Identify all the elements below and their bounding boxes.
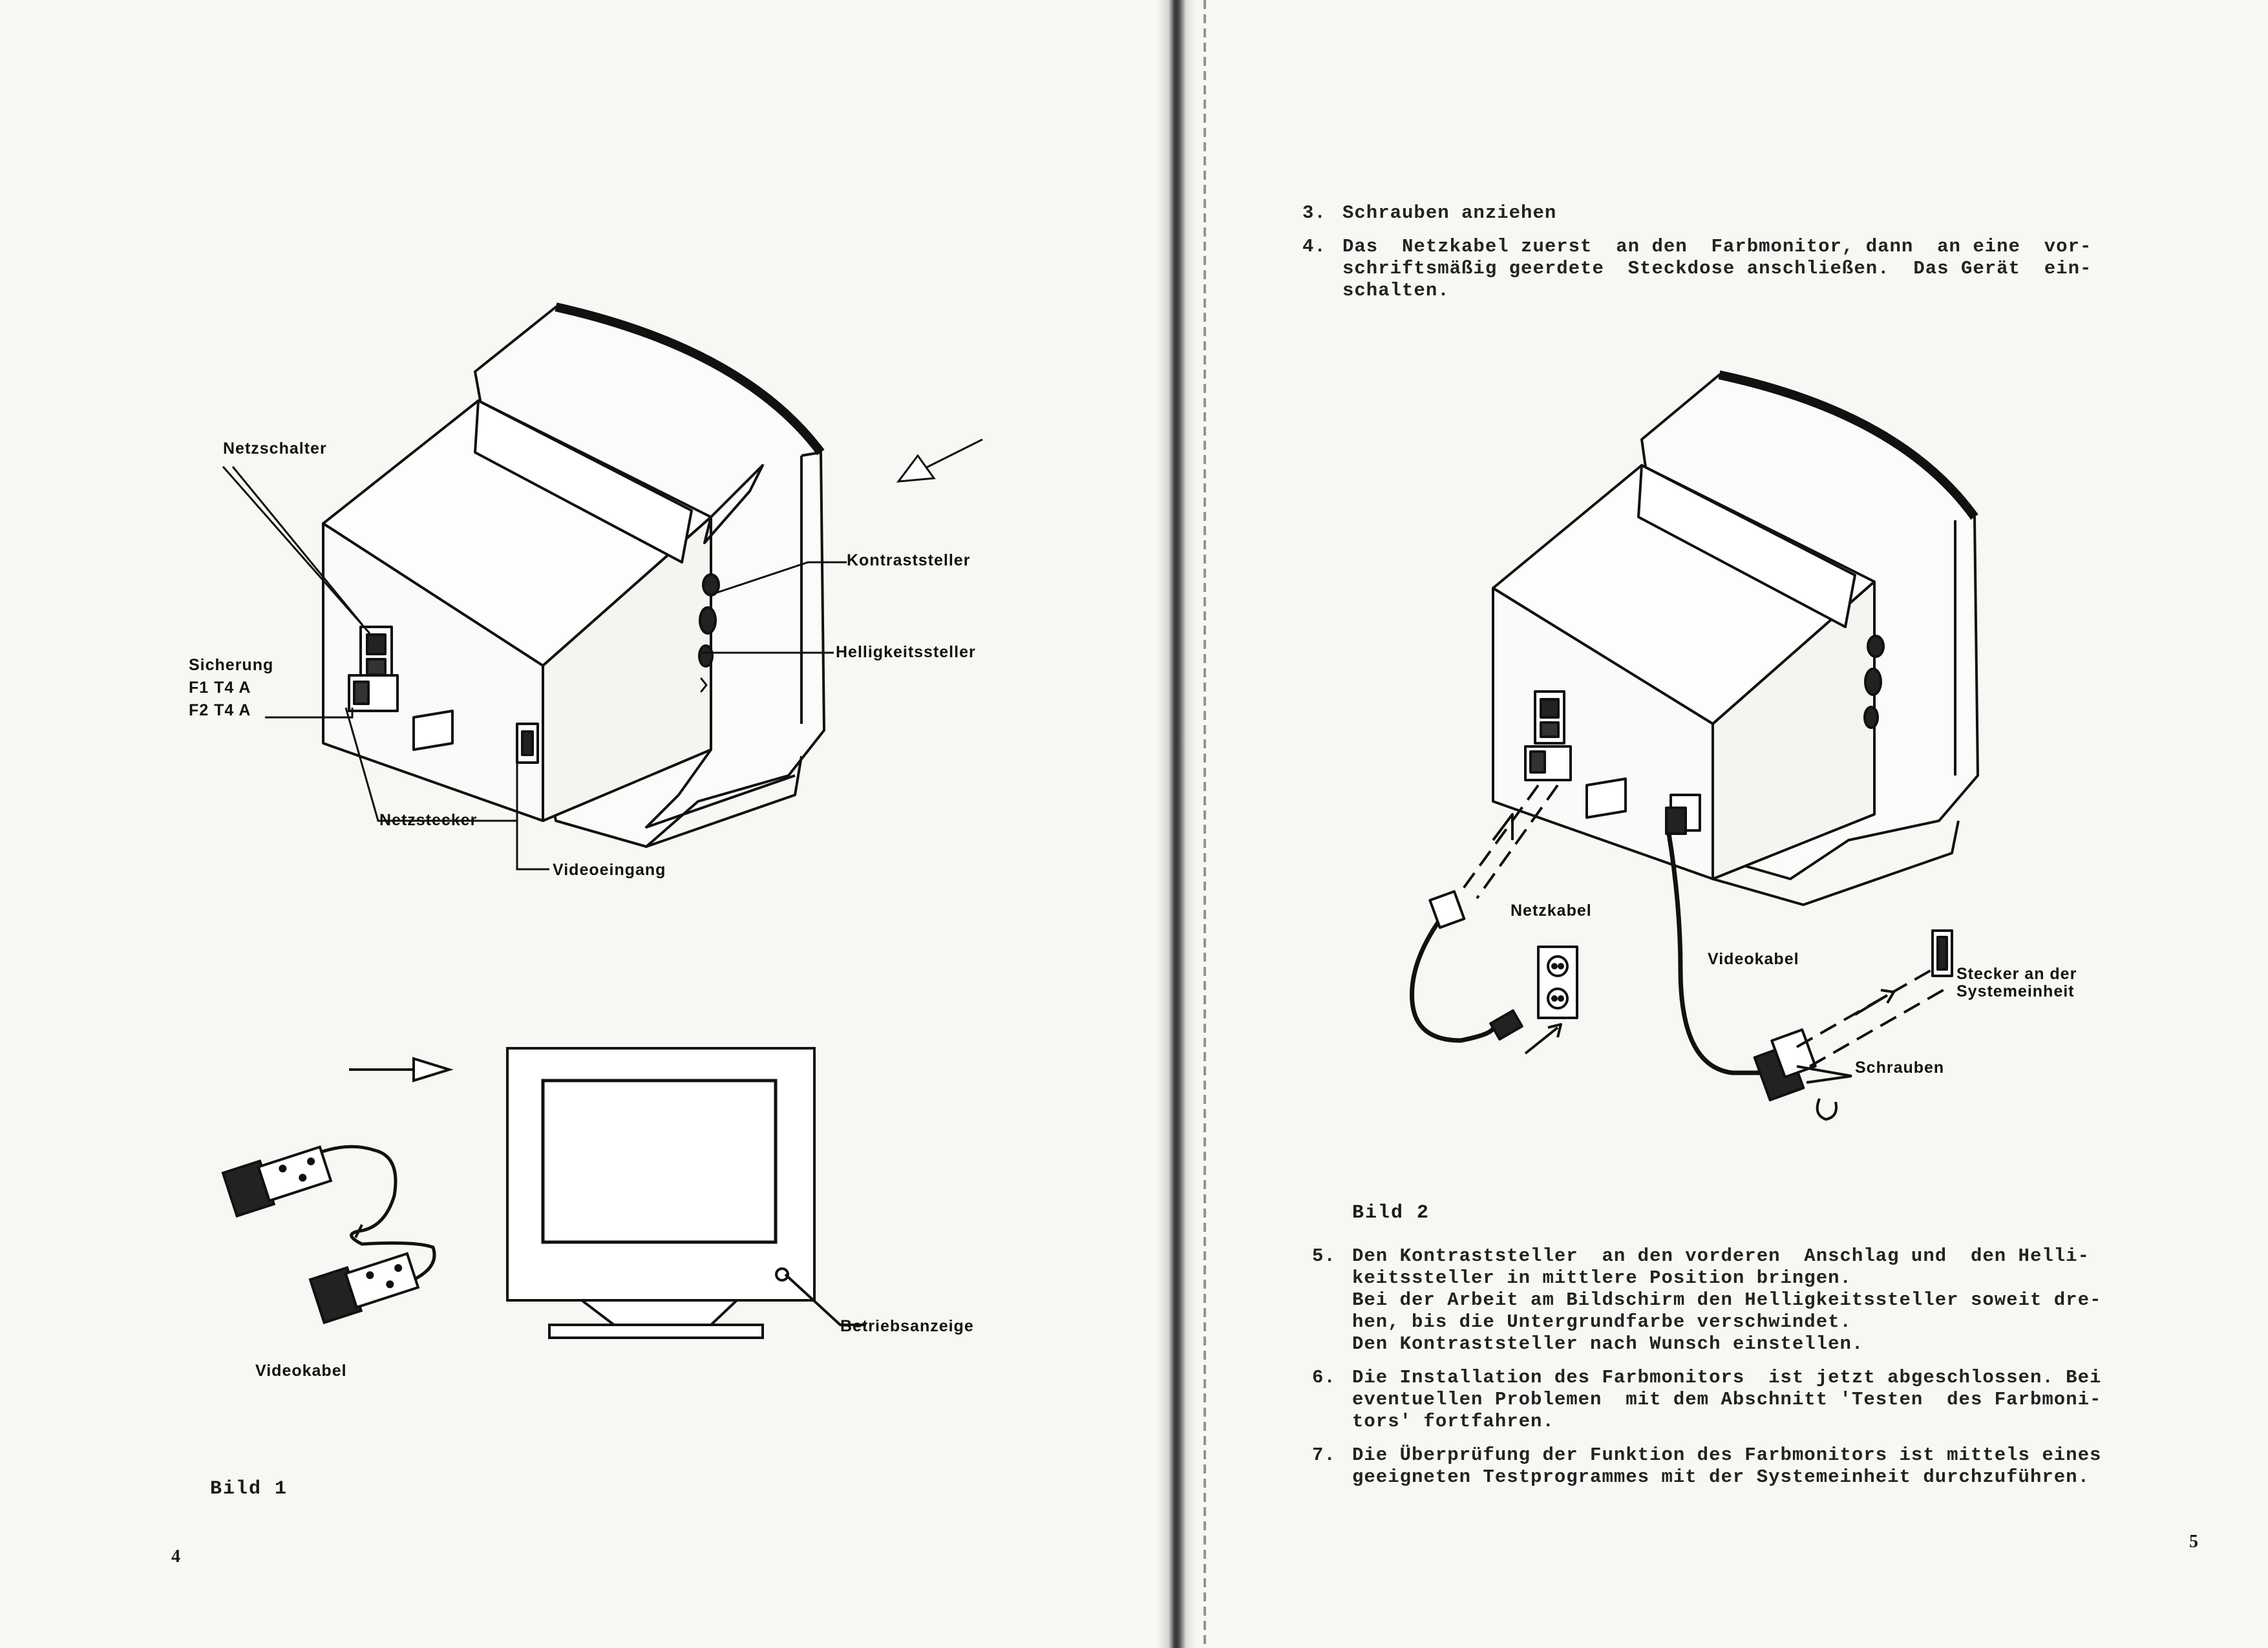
step-5: [1312, 1245, 2243, 1355]
step-6-number: 6.: [1312, 1367, 1336, 1388]
label-fuse-f1: F1 T4 A: [189, 679, 251, 697]
label-schrauben: Schrauben: [1855, 1059, 1945, 1077]
page-number-left: 4: [171, 1547, 180, 1567]
label-kontraststeller: Kontraststeller: [847, 551, 971, 569]
page-number-right: 5: [2189, 1532, 2198, 1552]
label-fuse-f2: F2 T4 A: [189, 701, 251, 719]
label-videoeingang: Videoeingang: [553, 861, 666, 879]
monitor-rear-illustration: [0, 0, 1163, 905]
step-4-number: 4.: [1302, 236, 1326, 257]
label-sicherung: Sicherung: [189, 656, 274, 674]
label-netzschalter: Netzschalter: [223, 439, 327, 458]
monitor-connection-illustration: [1189, 323, 2268, 1163]
label-stecker-line1: Stecker an der: [1956, 965, 2077, 983]
step-6: [1312, 1367, 2243, 1433]
label-netzkabel: Netzkabel: [1510, 902, 1592, 920]
steps-top-list: [1302, 202, 2233, 313]
step-5-number: 5.: [1312, 1245, 1336, 1267]
step-7-number: 7.: [1312, 1444, 1336, 1466]
label-stecker-line2: Systemeinheit: [1956, 982, 2075, 1000]
label-betriebsanzeige: Betriebsanzeige: [840, 1317, 974, 1335]
label-videokabel-fig1: Videokabel: [255, 1362, 347, 1380]
step-3: [1302, 202, 2233, 224]
step-4-text: Das Netzkabel zuerst an den Farbmonitor, dann an eine vor- schriftsmäßig geerdete Steckdose anschließen. Das Gerät ein- schalten.: [1342, 236, 2092, 301]
step-3-number: 3.: [1302, 202, 1326, 224]
step-4: [1302, 236, 2233, 302]
step-3-text: Schrauben anziehen: [1342, 202, 1557, 224]
caption-bild-2: Bild 2: [1352, 1202, 1430, 1224]
right-page: [1189, 0, 2268, 1648]
label-helligkeitssteller: Helligkeitssteller: [836, 643, 976, 661]
steps-bottom-list: [1312, 1245, 2243, 1500]
label-netzstecker: Netzstecker: [379, 811, 478, 829]
step-5-text: Den Kontraststeller an den vorderen Anschlag und den Helli- keitssteller in mittlere Position bringen. Bei der Arbeit am Bildschirm den Helligkeitssteller soweit dre- hen, bis die Untergrundfarbe verschwindet. Den Kontraststeller nach Wunsch einstellen.: [1352, 1245, 2102, 1355]
label-videokabel-fig2: Videokabel: [1708, 950, 1799, 968]
monitor-front-illustration: [0, 1008, 1163, 1590]
caption-bild-1: Bild 1: [210, 1478, 288, 1500]
step-7: [1312, 1444, 2243, 1488]
step-6-text: Die Installation des Farbmonitors ist jetzt abgeschlossen. Bei eventuellen Problemen mit dem Abschnitt 'Testen des Farbmoni- tors' fortfahren.: [1352, 1367, 2102, 1432]
step-7-text: Die Überprüfung der Funktion des Farbmonitors ist mittels eines geeigneten Testprogrammes mit der Systemeinheit durchzuführen.: [1352, 1444, 2102, 1488]
